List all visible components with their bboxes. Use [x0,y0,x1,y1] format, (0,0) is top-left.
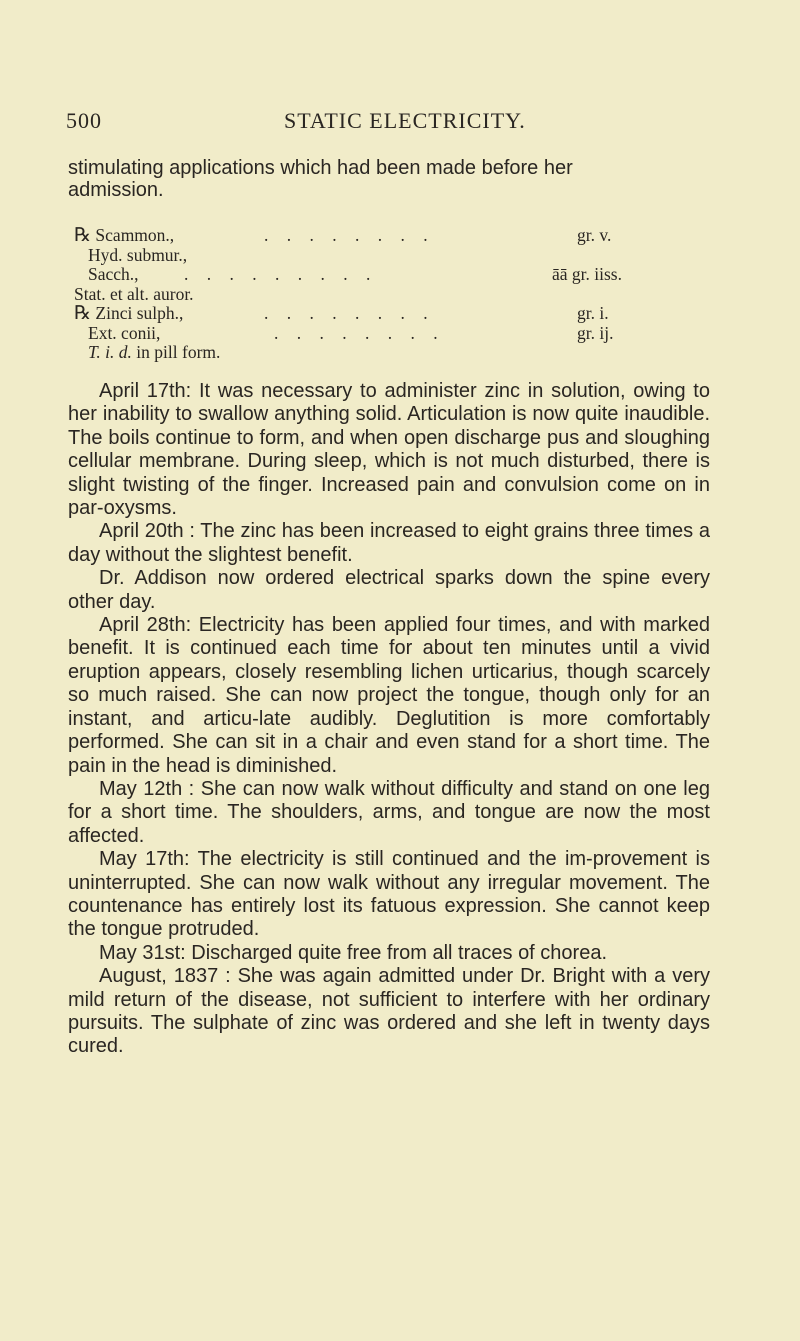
prescription-row [74,265,714,285]
paragraph: May 31st: Discharged quite free from all traces of chorea. [99,941,608,964]
prescription-row [74,285,714,305]
page-number: 500 [66,108,102,133]
dose: gr. i. [577,303,609,323]
ingredient-name: Stat. et alt. auror. [74,283,194,304]
ingredient-name: Hyd. submur., [88,244,188,265]
prescription-row [74,343,714,363]
prescription-row [74,324,714,344]
paragraph: April 20th : The zinc has been increased to eight grains three times a day without the slightest benefit. [68,520,710,566]
prescription-block [74,226,714,363]
leader-dots: . . . . . . . . . [184,264,378,284]
paragraph: August, 1837 : She was again admitted under Dr. Bright with a very mild return of the disease, not sufficient to interfere with her ordinary pursuits. The sulphate of zinc was ordered and she left in twenty days cured. [68,965,710,1058]
intro-text [68,157,708,201]
paragraph: May 17th: The electricity is still continued and the im-provement is uninterrupted. She can now walk without any irregular movement. The countenance has entirely lost its fatuous expression. She cannot keep the tongue protruded. [68,848,710,941]
case-notes [68,380,710,1059]
ingredient-name: Sacch., [88,264,139,284]
dose: āā gr. iiss. [552,264,622,284]
ingredient-name: Scammon., [95,225,175,245]
directions: in pill form. [131,342,221,362]
intro-line-1-text: stimulating applications which had been made before her [68,157,573,179]
leader-dots: . . . . . . . . [264,225,435,245]
leader-dots: . . . . . . . . [264,303,435,323]
dose: gr. v. [577,225,612,245]
recipe-symbol: ℞ [74,225,92,246]
paragraph: April 17th: It was necessary to administer zinc in solution, owing to her inability to swallow anything solid. Articulation is now quite inaudible. The boils continue to form, and when open discharge pus and sloughing cellular membrane. During sleep, which is not much disturbed, there is slight twisting of the finger. Increased pain and convulsion come on in par-oxysms. [68,380,710,520]
intro-line-2: admission. [68,179,164,201]
paragraph: April 28th: Electricity has been applied four times, and with marked benefit. It is continued each time for about ten minutes until a vivid eruption appears, closely resembling lichen urticarius, though scarcely so much raised. She can now project the tongue, though only for an instant, and articu-late audibly. Deglutition is more comfortably performed. She can sit in a chair and even stand for a short time. The pain in the head is diminished. [68,614,710,777]
prescription-row [74,304,714,324]
prescription-row [74,246,714,266]
dose: gr. ij. [577,322,614,343]
running-header [66,108,706,140]
ingredient-name: Zinci sulph., [95,303,184,323]
running-title: STATIC ELECTRICITY. [284,108,526,133]
ingredient-name: T. i. d. [88,342,132,362]
leader-dots: . . . . . . . . [274,322,445,343]
paragraph: Dr. Addison now ordered electrical sparks down the spine every other day. [68,567,710,613]
recipe-symbol: ℞ [74,303,92,324]
paragraph: May 12th : She can now walk without difficulty and stand on one leg for a short time. The shoulders, arms, and tongue are now the most affected. [68,777,710,847]
intro-line-1 [68,157,708,179]
prescription-row [74,226,714,246]
ingredient-name: Ext. conii, [88,322,161,343]
